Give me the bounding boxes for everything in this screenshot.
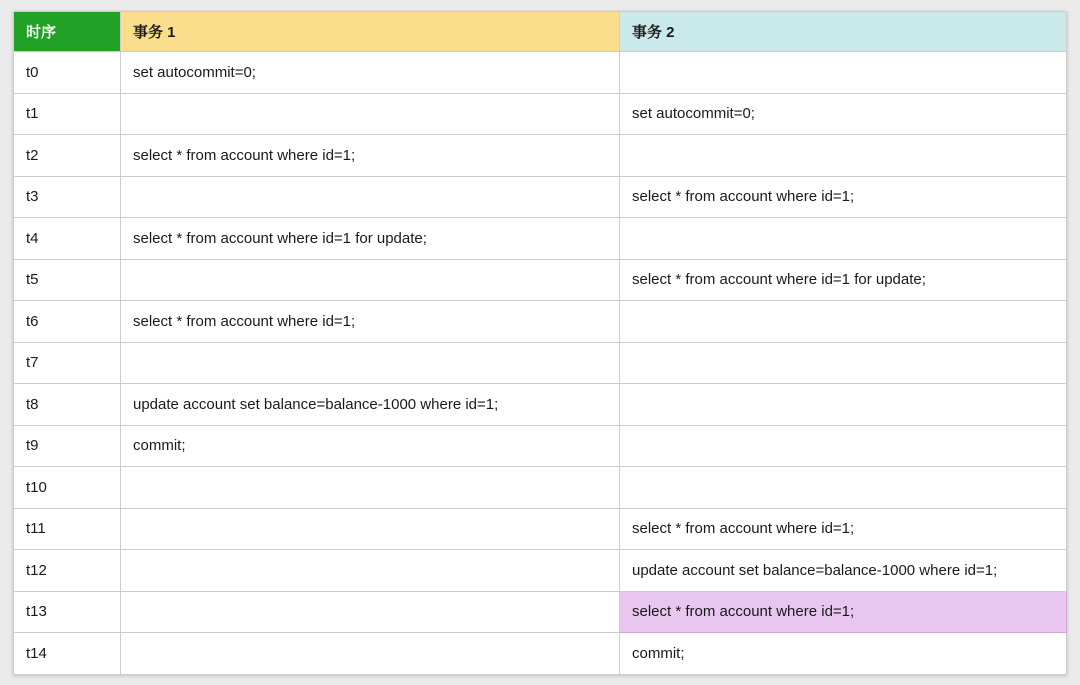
transaction-1-cell [121,633,620,675]
table-row [14,425,1067,467]
time-cell: t8 [14,384,121,426]
time-cell: t11 [14,508,121,550]
header-time: 时序 [14,12,121,52]
time-cell: t13 [14,591,121,633]
table-row [14,467,1067,509]
transaction-1-cell: select * from account where id=1 for update; [121,218,620,260]
table-row [14,342,1067,384]
time-cell: t7 [14,342,121,384]
transaction-2-cell: select * from account where id=1; [620,508,1067,550]
transaction-2-cell: update account set balance=balance-1000 where id=1; [620,550,1067,592]
table-body [14,52,1067,675]
time-cell: t14 [14,633,121,675]
time-cell: t5 [14,259,121,301]
table-row [14,93,1067,135]
time-cell: t3 [14,176,121,218]
transaction-2-cell [620,52,1067,94]
table-row [14,135,1067,177]
table-row [14,591,1067,633]
table-row [14,176,1067,218]
transaction-2-cell [620,218,1067,260]
time-cell: t4 [14,218,121,260]
table-row [14,218,1067,260]
transaction-2-cell [620,384,1067,426]
header-transaction-1: 事务 1 [121,12,620,52]
table-row [14,259,1067,301]
transaction-1-cell [121,467,620,509]
table-row [14,633,1067,675]
transaction-1-cell: select * from account where id=1; [121,301,620,343]
transaction-2-cell: select * from account where id=1 for update; [620,259,1067,301]
time-cell: t2 [14,135,121,177]
table-row [14,52,1067,94]
transaction-2-cell: select * from account where id=1; [620,591,1067,633]
transaction-1-cell [121,550,620,592]
table-row [14,508,1067,550]
time-cell: t9 [14,425,121,467]
transaction-1-cell [121,342,620,384]
transaction-1-cell [121,93,620,135]
table-row [14,550,1067,592]
transaction-2-cell [620,135,1067,177]
table-row [14,301,1067,343]
time-cell: t10 [14,467,121,509]
time-cell: t1 [14,93,121,135]
transaction-1-cell: update account set balance=balance-1000 where id=1; [121,384,620,426]
transaction-1-cell [121,259,620,301]
time-cell: t0 [14,52,121,94]
table-row [14,384,1067,426]
transaction-2-cell [620,301,1067,343]
transaction-2-cell: commit; [620,633,1067,675]
transaction-1-cell: select * from account where id=1; [121,135,620,177]
transaction-1-cell: set autocommit=0; [121,52,620,94]
transaction-2-cell: select * from account where id=1; [620,176,1067,218]
transaction-1-cell: commit; [121,425,620,467]
header-row [14,12,1067,52]
transaction-2-cell [620,425,1067,467]
transaction-2-cell [620,342,1067,384]
time-cell: t6 [14,301,121,343]
transaction-2-cell [620,467,1067,509]
transaction-1-cell [121,508,620,550]
transaction-2-cell: set autocommit=0; [620,93,1067,135]
transaction-timeline-table-container [13,11,1067,675]
header-transaction-2: 事务 2 [620,12,1067,52]
transaction-1-cell [121,176,620,218]
transaction-1-cell [121,591,620,633]
time-cell: t12 [14,550,121,592]
transaction-timeline-table [13,11,1067,675]
